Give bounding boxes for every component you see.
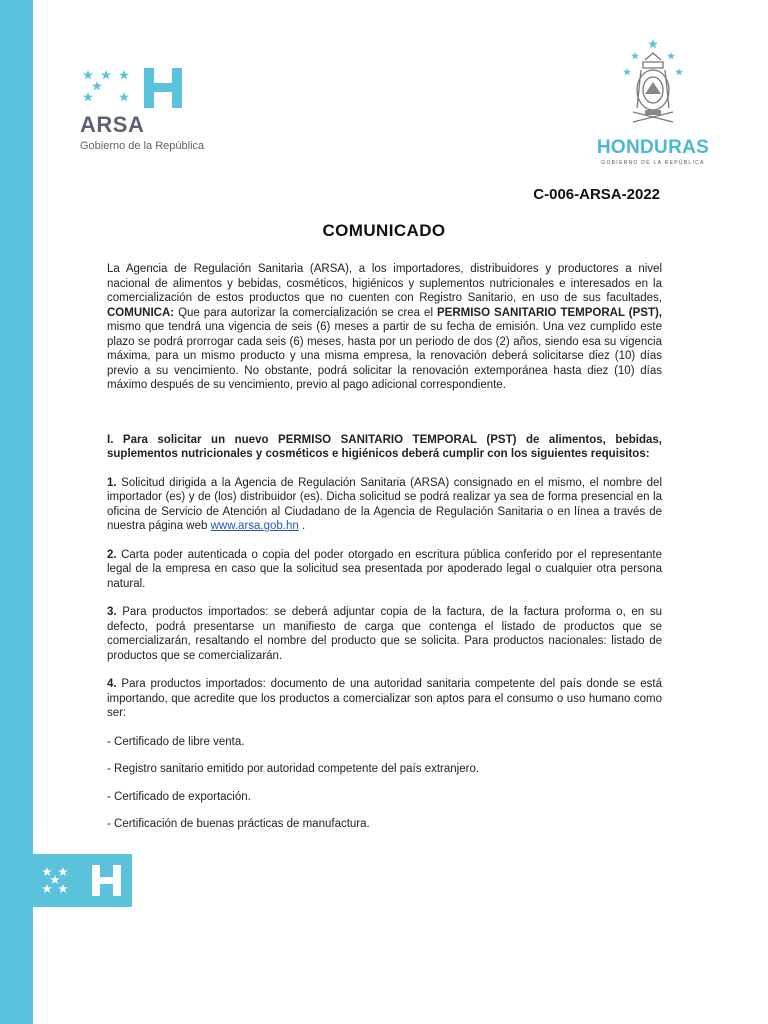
document-body xyxy=(107,262,662,845)
coat-of-arms-icon xyxy=(585,38,721,136)
intro-bold-comunica: COMUNICA: xyxy=(107,306,175,319)
requirement-text: Para productos importados: se deberá adjuntar copia de la factura, de la factura proforma o, en su defecto, podrá presentarse un manifiesto de carga que contenga el listado de productos que se comercializarán, resaltando el nombre del producto que se solicita. Para productos nacionales: listado de productos que se comercializarán. xyxy=(107,606,662,662)
stars-h-logo-icon xyxy=(33,854,132,907)
honduras-logo xyxy=(585,38,725,173)
requirement-text: Para productos importados: documento de una autoridad sanitaria competente del país donde se está importando, que acredite que los productos a comercializar son aptos para el consumo o uso humano como ser: xyxy=(107,678,662,719)
list-item: - Certificado de exportación. xyxy=(107,790,251,803)
side-accent-bar xyxy=(0,0,33,1024)
requirement-text: Carta poder autenticada o copia del poder otorgado en escritura pública conferido por el representante legal de la empresa en caso que la solicitud sea presentada por apoderado legal o cualquier otra persona natural. xyxy=(107,548,662,590)
requirement-item xyxy=(107,605,662,663)
requirement-number: 4. xyxy=(107,678,117,690)
side-logo-badge xyxy=(33,854,132,907)
requirement-text: Solicitud dirigida a la Agencia de Regulación Sanitaria (ARSA) consignado en el mismo, el nombre del importador (es) y de (los) distribuidor (es). Dicha solicitud se podrá realizar ya sea de forma presencial en la oficina de Servicio de Atención al Ciudadano de la Agencia de Regulación Sanitaria o en línea a través de nuestra página web xyxy=(107,476,662,532)
intro-text-3: mismo que tendrá una vigencia de seis (6) meses a partir de su fecha de emisión. Una vez cumplido este plazo se podrá prorrogar cada seis (6) meses, hasta por un periodo de dos (2) años, siendo esa su vigencia máxima, para un mismo producto y una misma empresa, la renovación deberá solicitarse diez (10) días previo a su vencimiento. No obstante, podrá solicitar la renovación extemporánea hasta diez (10) días máximo después de su vencimiento, previo al pago adicional correspondiente. xyxy=(107,321,662,391)
list-item: - Certificación de buenas prácticas de manufactura. xyxy=(107,818,370,830)
honduras-subtitle: GOBIERNO DE LA REPÚBLICA xyxy=(601,160,705,166)
intro-bold-pst: PERMISO SANITARIO TEMPORAL (PST), xyxy=(437,306,662,319)
requirement-number: 2. xyxy=(107,548,117,561)
document-code: C-006-ARSA-2022 xyxy=(533,186,660,203)
list-item: - Registro sanitario emitido por autoridad competente del país extranjero. xyxy=(107,763,480,775)
intro-text-1: La Agencia de Regulación Sanitaria (ARSA), a los importadores, distribuidores y productores a nivel nacional de alimentos y bebidas, cosméticos, higiénicos y suplementos nutricionales e interesados en la comercialización de estos productos que no cuenten con Registro Sanitario, en uso de sus facultades, xyxy=(107,263,662,304)
intro-text-2: Que para autorizar la comercialización se crea el xyxy=(174,306,438,319)
requirement-item xyxy=(107,548,662,592)
arsa-subtitle: Gobierno de la República xyxy=(80,140,205,152)
honduras-brand-name: HONDURAS xyxy=(596,137,710,158)
section-heading: I. Para solicitar un nuevo PERMISO SANITARIO TEMPORAL (PST) de alimentos, bebidas, suplementos nutricionales y cosméticos e higiénicos deberá cumplir con los siguientes requisitos: xyxy=(107,433,662,460)
requirement-number: 3. xyxy=(107,606,117,618)
stars-h-logo-icon xyxy=(80,68,190,112)
arsa-brand-name: ARSA xyxy=(80,112,145,137)
requirement-item xyxy=(107,677,662,721)
document-title: COMUNICADO xyxy=(322,221,446,240)
arsa-logo xyxy=(80,68,240,158)
intro-paragraph xyxy=(107,262,662,393)
requirement-item xyxy=(107,476,662,534)
requirement-text-end: . xyxy=(298,520,306,532)
arsa-website-link[interactable]: www.arsa.gob.hn xyxy=(210,520,299,532)
requirement-number: 1. xyxy=(107,476,117,489)
list-item: - Certificado de libre venta. xyxy=(107,735,245,748)
